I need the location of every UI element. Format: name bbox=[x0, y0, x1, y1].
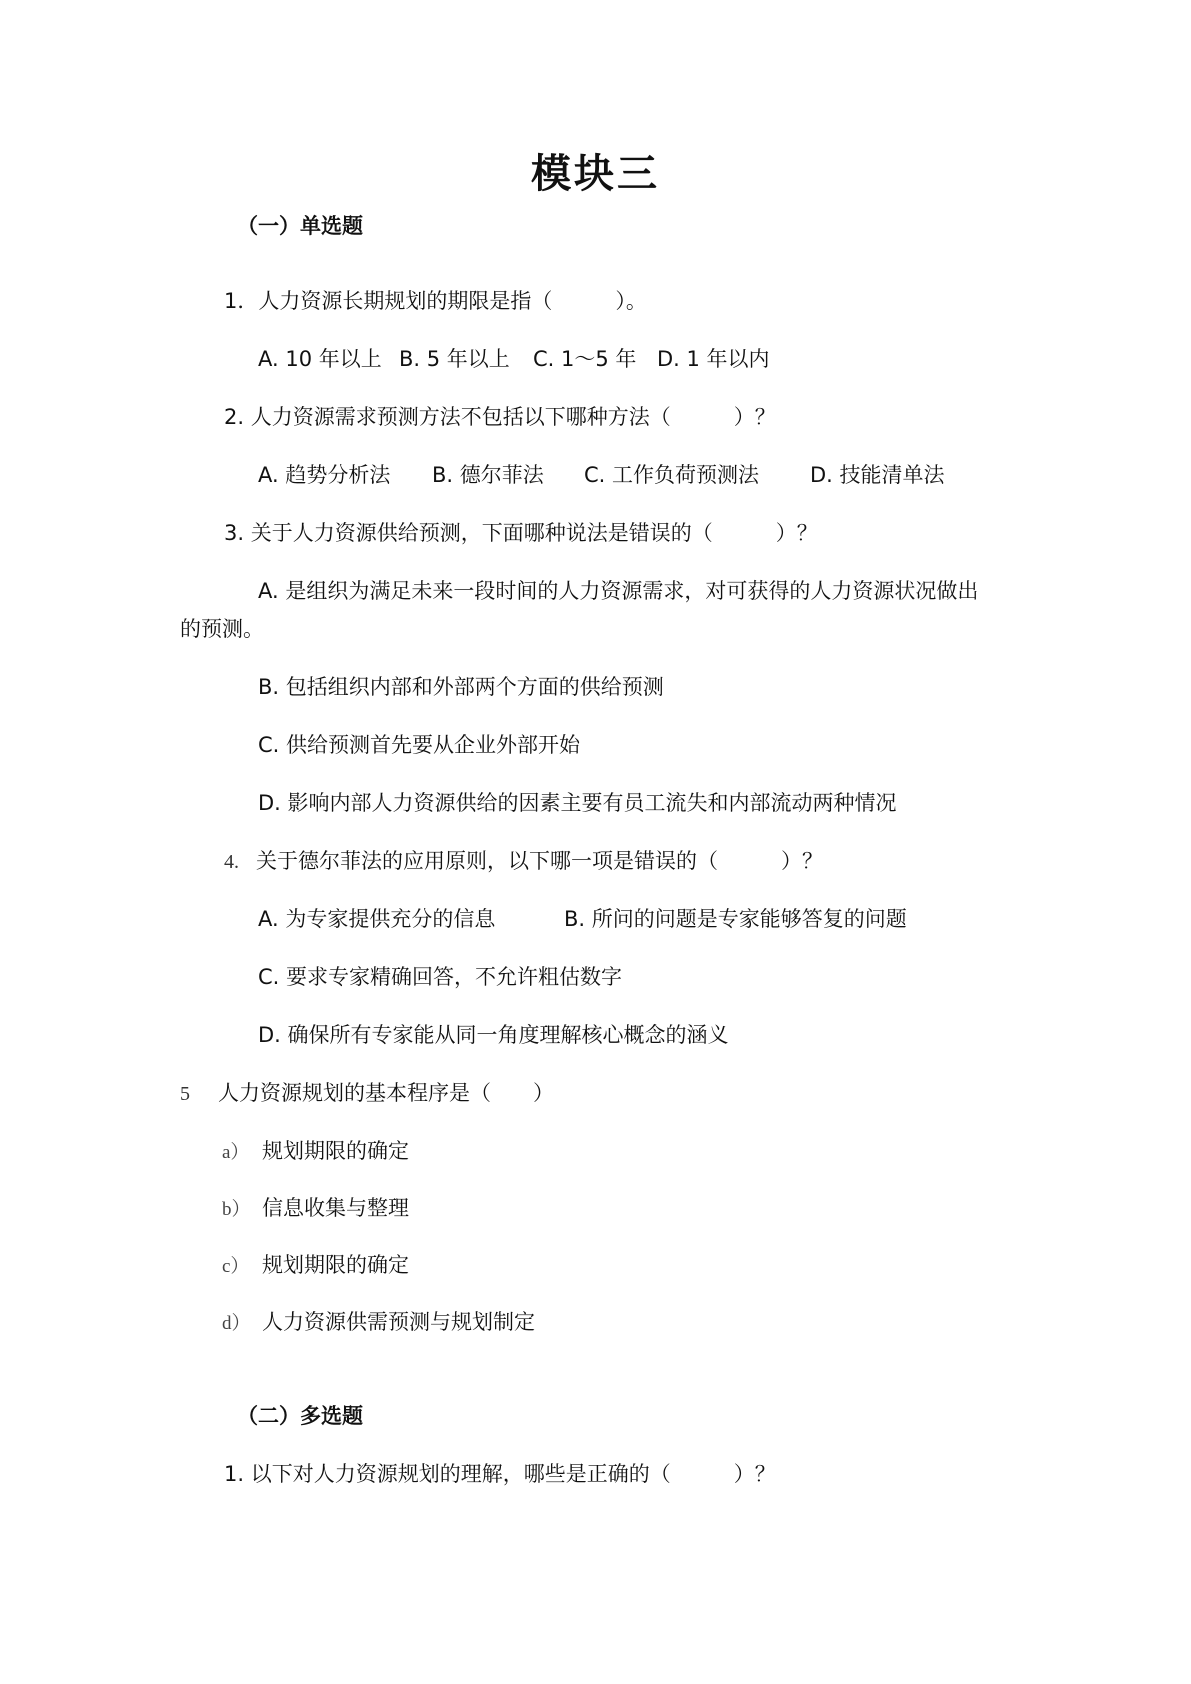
question-3-option-b: B. 包括组织内部和外部两个方面的供给预测 bbox=[258, 675, 664, 699]
section-heading-multiple-choice: （二）多选题 bbox=[237, 1404, 363, 1428]
question-5-item-marker: d） bbox=[222, 1313, 251, 1334]
question-2-text: 2. 人力资源需求预测方法不包括以下哪种方法（ ）？ bbox=[224, 405, 776, 429]
page-title: 模块三 bbox=[531, 150, 660, 197]
question-5-item-marker: c） bbox=[222, 1256, 250, 1277]
question-5 bbox=[180, 1079, 554, 1108]
question-5-item-marker: a） bbox=[222, 1142, 250, 1163]
question-4-option-b: B. 所问的问题是专家能够答复的问题 bbox=[564, 907, 907, 931]
question-4-option-c: C. 要求专家精确回答，不允许粗估数字 bbox=[258, 965, 623, 989]
question-2-options bbox=[258, 461, 945, 489]
question-5-item bbox=[222, 1251, 409, 1281]
question-4-text: 关于德尔菲法的应用原则，以下哪一项是错误的（ ）？ bbox=[256, 849, 823, 873]
question-1-option-b: B. 5 年以上 bbox=[399, 347, 510, 371]
question-1-number: 1． bbox=[224, 289, 259, 313]
question-3-option-d: D. 影响内部人力资源供给的因素主要有员工流失和内部流动两种情况 bbox=[258, 791, 897, 815]
question-4 bbox=[224, 847, 823, 876]
section-heading-single-choice: （一）单选题 bbox=[237, 214, 363, 238]
question-4-option-d: D. 确保所有专家能从同一角度理解核心概念的涵义 bbox=[258, 1023, 729, 1047]
question-5-item-text: 规划期限的确定 bbox=[262, 1139, 409, 1163]
question-4-options-ab bbox=[258, 905, 907, 933]
question-2-option-a: A. 趋势分析法 bbox=[258, 463, 391, 487]
question-2-option-b: B. 德尔菲法 bbox=[432, 463, 544, 487]
question-3-option-c: C. 供给预测首先要从企业外部开始 bbox=[258, 733, 581, 757]
question-3-option-a-line2: 的预测。 bbox=[180, 617, 264, 641]
question-1-option-c: C. 1～5 年 bbox=[533, 347, 637, 371]
question-1-option-a: A. 10 年以上 bbox=[258, 347, 382, 371]
question-5-item-text: 规划期限的确定 bbox=[262, 1253, 409, 1277]
multi-question-1-text: 1. 以下对人力资源规划的理解，哪些是正确的（ ）？ bbox=[224, 1462, 776, 1486]
question-1-options bbox=[258, 345, 770, 373]
question-3-text: 3. 关于人力资源供给预测，下面哪种说法是错误的（ ）？ bbox=[224, 521, 818, 545]
question-5-item-text: 信息收集与整理 bbox=[262, 1196, 409, 1220]
question-4-option-a: A. 为专家提供充分的信息 bbox=[258, 907, 496, 931]
question-1-text: 人力资源长期规划的期限是指（ ）。 bbox=[258, 289, 647, 313]
question-3-option-a-line1: A. 是组织为满足未来一段时间的人力资源需求，对可获得的人力资源状况做出 bbox=[258, 579, 979, 603]
question-1-option-d: D. 1 年以内 bbox=[657, 347, 770, 371]
question-5-item bbox=[222, 1137, 409, 1167]
question-5-item-marker: b） bbox=[222, 1199, 251, 1220]
question-2-option-d: D. 技能清单法 bbox=[810, 463, 945, 487]
question-4-number: 4. bbox=[224, 851, 239, 873]
question-2-option-c: C. 工作负荷预测法 bbox=[584, 463, 760, 487]
question-5-item bbox=[222, 1308, 535, 1338]
question-1 bbox=[224, 287, 647, 315]
question-5-number: 5 bbox=[180, 1083, 190, 1105]
question-5-text: 人力资源规划的基本程序是（ ） bbox=[218, 1081, 554, 1105]
question-5-item bbox=[222, 1194, 409, 1224]
question-5-item-text: 人力资源供需预测与规划制定 bbox=[262, 1310, 535, 1334]
